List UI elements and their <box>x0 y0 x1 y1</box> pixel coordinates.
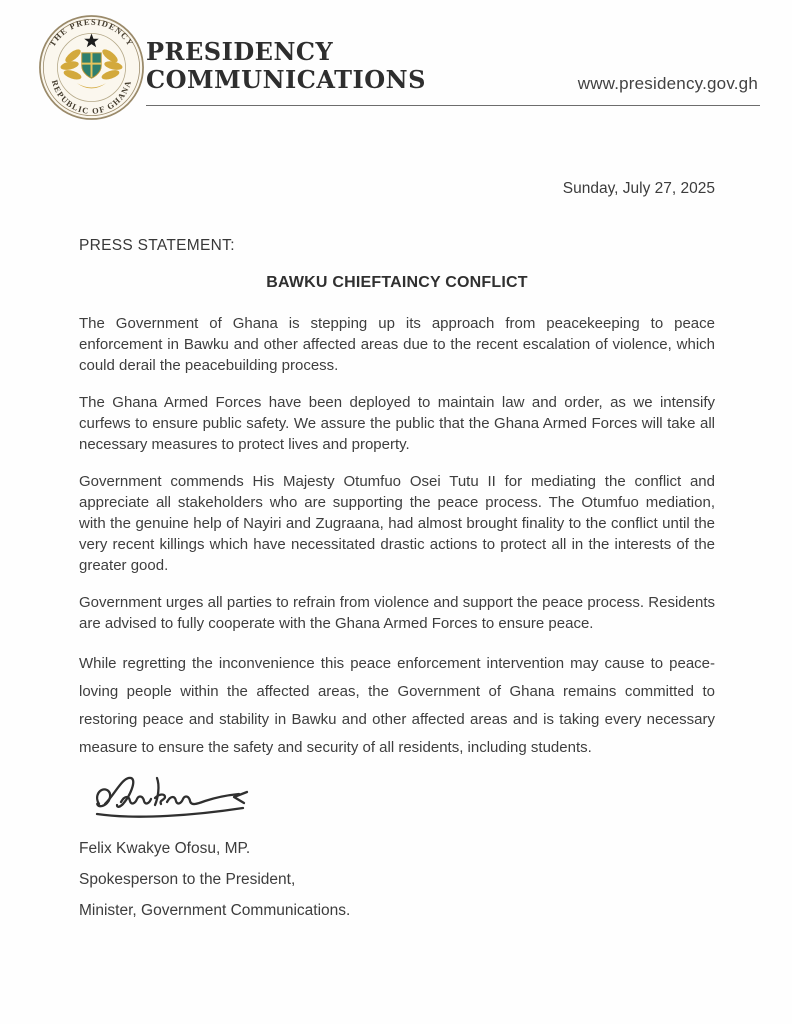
statement-paragraph: Government urges all parties to refrain from violence and support the peace process. Residents are advised to fully cooperate with the Ghana Armed Forces to ensure peace. <box>79 594 715 632</box>
signoff-block <box>79 838 715 921</box>
ghana-presidency-seal-icon <box>38 14 145 121</box>
org-wordmark-line2: COMMUNICATIONS <box>146 65 426 94</box>
statement-title: BAWKU CHIEFTAINCY CONFLICT <box>266 274 528 291</box>
signatory-role-1: Spokesperson to the President, <box>79 871 296 888</box>
header-divider <box>146 105 760 106</box>
signature-scribble-icon <box>87 770 267 828</box>
press-statement-label: PRESS STATEMENT: <box>79 237 235 254</box>
signatory-name: Felix Kwakye Ofosu, MP. <box>79 840 251 857</box>
letter-body <box>79 178 715 921</box>
date-line: Sunday, July 27, 2025 <box>562 180 715 197</box>
org-wordmark-line1: PRESIDENCY <box>146 37 334 66</box>
statement-paragraph: While regretting the inconvenience this peace enforcement intervention may cause to peace-loving people within the affected areas, the Government of Ghana remains committed to restoring peace and stability in Bawku and other affected areas and is taking every necessary measure to ensure the safety and security of all residents, including students. <box>79 655 715 756</box>
seal-top-text: THE PRESIDENCY <box>47 17 136 49</box>
seal-bottom-text: REPUBLIC OF GHANA <box>49 78 134 116</box>
org-wordmark <box>146 38 426 94</box>
statement-paragraphs <box>79 313 715 762</box>
letterhead <box>38 14 760 126</box>
statement-paragraph: The Government of Ghana is stepping up its approach from peacekeeping to peace enforcement in Bawku and other affected areas due to the recent escalation of violence, which could derail the peacebuilding process. <box>79 315 715 374</box>
statement-paragraph: Government commends His Majesty Otumfuo Osei Tutu II for mediating the conflict and appreciate all stakeholders who are supporting the peace process. The Otumfuo mediation, with the genuine help of Nayiri and Zugraana, had almost brought finality to the conflict until the very recent killings which have necessitated drastic actions to protect all in the interests of the greater good. <box>79 473 715 574</box>
signatory-role-2: Minister, Government Communications. <box>79 902 351 919</box>
website-url: www.presidency.gov.gh <box>577 74 758 93</box>
statement-paragraph: The Ghana Armed Forces have been deployed to maintain law and order, as we intensify curfews to ensure public safety. We assure the public that the Ghana Armed Forces will take all necessary measures to protect lives and property. <box>79 394 715 453</box>
